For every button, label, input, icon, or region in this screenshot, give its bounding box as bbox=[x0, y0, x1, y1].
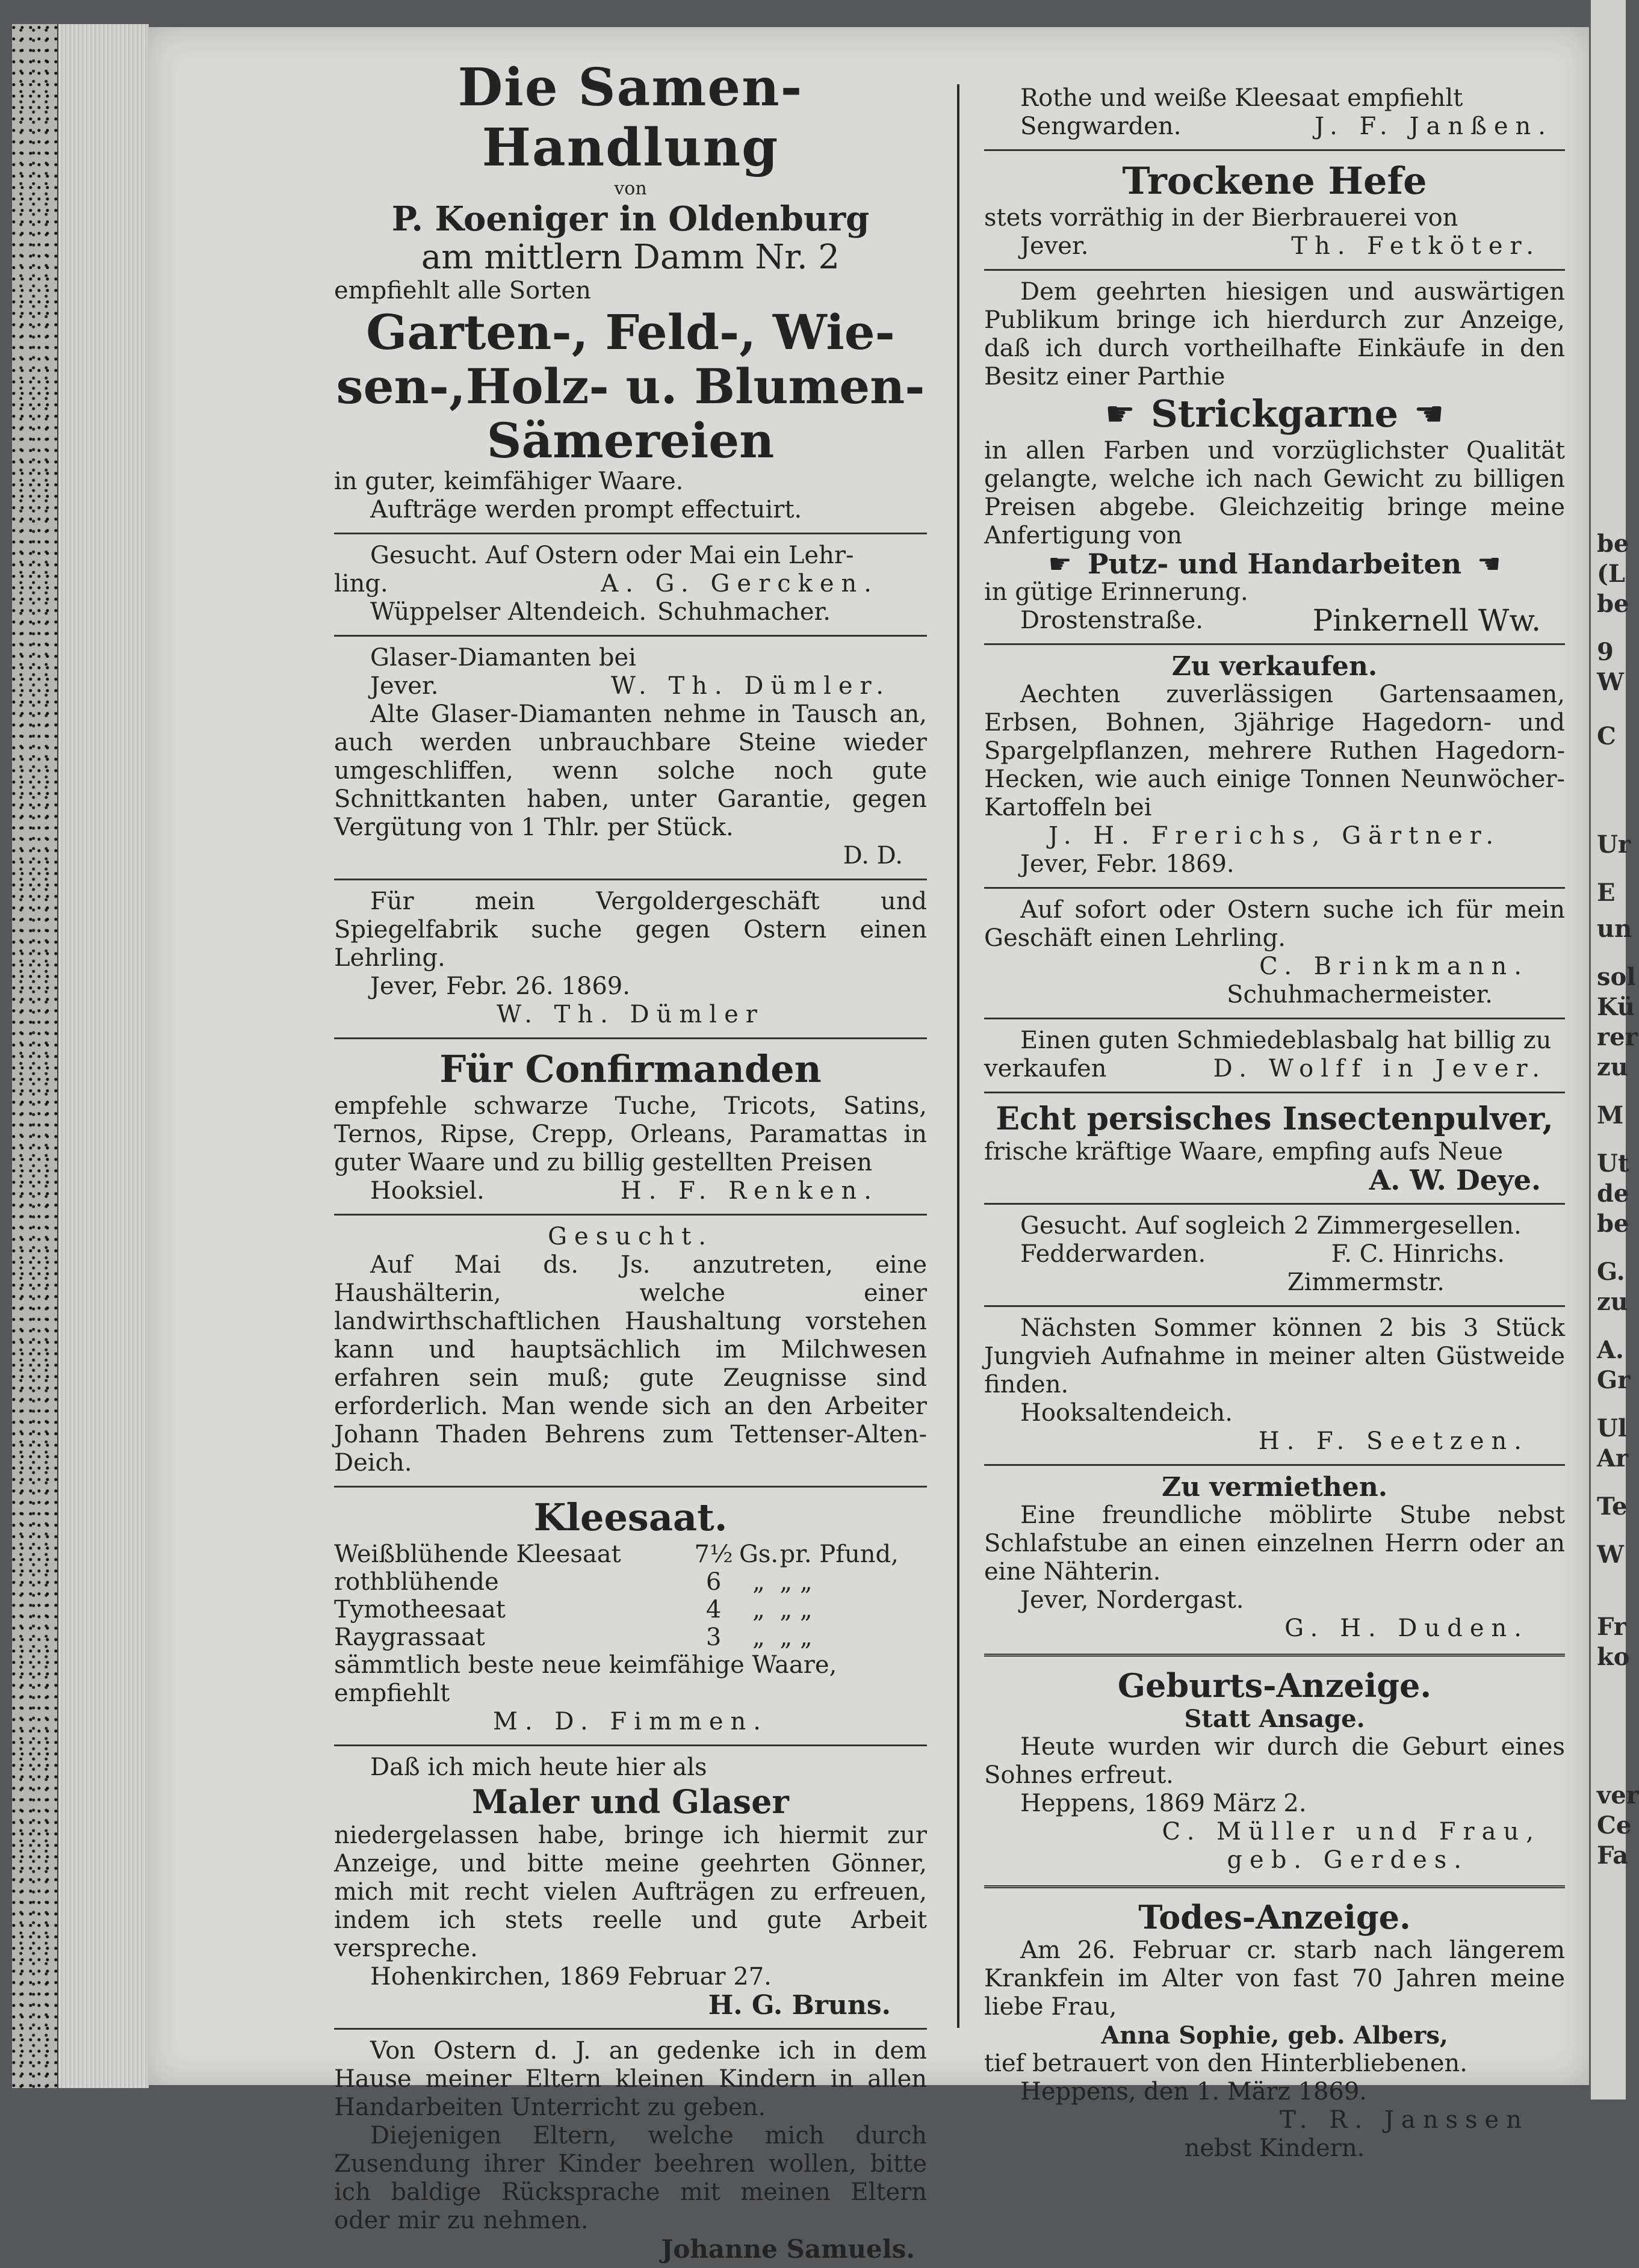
ad-name: Johanne Samuels. bbox=[661, 2234, 915, 2264]
ad-name: F. C. Hinrichs. bbox=[1331, 1240, 1505, 1268]
pointing-hand-left-icon: ☚ bbox=[1477, 549, 1501, 579]
ad-name: A. W. Deye. bbox=[1369, 1164, 1541, 1196]
ad-date: Hohenkirchen, 1869 Februar 27. bbox=[370, 1963, 772, 1991]
ad-name: H. F. Seetzen. bbox=[1258, 1427, 1529, 1455]
ad-insectenpulver bbox=[984, 1097, 1565, 1199]
ad-title: Todes-Anzeige. bbox=[1138, 1898, 1411, 1936]
ad-name: nebst Kindern. bbox=[1184, 2134, 1365, 2162]
ad-place: Jever. bbox=[1020, 232, 1089, 260]
ad-text: in allen Farben und vorzüglichster Qualität gelangte, welche ich nach Gewicht zu billigen Preisen abgebe. Gleichzeitig bringe meine Anfertigung von bbox=[984, 437, 1565, 549]
ad-text: Daß ich mich heute hier als bbox=[370, 1754, 707, 1781]
ad-text: Von Ostern d. J. an gedenke ich in dem Hause meiner Eltern kleinen Kindern in allen Handarbeiten Unterricht zu geben. bbox=[334, 2037, 927, 2121]
ad-signature: D. D. bbox=[843, 842, 903, 870]
divider bbox=[984, 887, 1565, 889]
ad-seetzen bbox=[984, 1311, 1565, 1460]
table-cell: 7½ bbox=[694, 1540, 733, 1568]
strip-fragment: A. bbox=[1597, 1336, 1624, 1364]
ad-text: frische kräftige Waare, empfing aufs Neue bbox=[984, 1138, 1503, 1166]
ad-glaser-diamanten bbox=[334, 640, 927, 875]
ad-place: Hooksaltendeich. bbox=[1020, 1399, 1233, 1427]
strip-fragment: ver bbox=[1597, 1781, 1639, 1809]
page-stack-edges bbox=[57, 24, 149, 2088]
ad-todes-anzeige bbox=[984, 1894, 1565, 2168]
ad-name: geb. Gerdes. bbox=[1227, 1846, 1469, 1874]
ad-zu-vermiethen bbox=[984, 1469, 1565, 1648]
divider bbox=[984, 643, 1565, 645]
ad-name: C. Brinkmann. bbox=[1259, 953, 1529, 980]
right-column bbox=[984, 54, 1565, 2168]
strip-fragment: Kü bbox=[1597, 993, 1635, 1021]
ad-name: T. R. Janssen bbox=[1280, 2106, 1529, 2134]
ad-place: Drostenstraße. bbox=[1020, 607, 1203, 634]
column-divider bbox=[957, 84, 959, 2028]
ad-name: H. F. Renken. bbox=[620, 1177, 879, 1205]
ad-name: G. H. Duden. bbox=[1284, 1614, 1529, 1642]
ad-text: Gesucht. Auf Ostern oder Mai ein Lehr- bbox=[370, 542, 854, 569]
ad-place: Wüppelser Altendeich. bbox=[370, 598, 647, 626]
ad-address: am mittlern Damm Nr. 2 bbox=[421, 238, 840, 277]
ad-title: Strickgarne bbox=[1150, 392, 1399, 436]
divider bbox=[334, 1214, 927, 1216]
strip-fragment: de bbox=[1597, 1179, 1629, 1208]
ad-text: Auf Mai ds. Js. anzutreten, eine Haushälterin, welche einer landwirthschaftlichen Haushaltung vorstehen kann und hauptsächlich im Milchwesen erfahren sein muß; gute Zeugnisse sind erforderlich. Man wende sich an den Arbeiter Johann Thaden Behrens zum Tettenser-Alten-Deich. bbox=[334, 1251, 927, 1477]
strip-fragment: ko bbox=[1597, 1643, 1630, 1671]
strip-fragment: Ur bbox=[1597, 830, 1631, 859]
ad-deceased: Anna Sophie, geb. Albers, bbox=[1101, 2021, 1448, 2050]
ad-text: Glaser-Diamanten bei bbox=[370, 644, 636, 672]
ad-title: Die Samen-Handlung bbox=[457, 57, 804, 178]
divider bbox=[984, 1654, 1565, 1657]
table-cell: rothblühende bbox=[334, 1568, 499, 1596]
ad-name: J. H. Frerichs, Gärtner. bbox=[1048, 822, 1501, 850]
divider bbox=[334, 1037, 927, 1039]
ad-title: Geburts-Anzeige. bbox=[1117, 1666, 1432, 1705]
ad-place: Sengwarden. bbox=[1020, 113, 1182, 140]
ad-title: Trockene Hefe bbox=[1122, 159, 1427, 203]
pointing-hand-left-icon: ☚ bbox=[1414, 394, 1445, 434]
ad-name: H. G. Bruns. bbox=[708, 1990, 891, 2021]
strip-fragment: rer bbox=[1597, 1023, 1638, 1051]
left-column bbox=[334, 54, 927, 2268]
strip-fragment: Ar bbox=[1597, 1444, 1629, 1472]
table-cell: pr. Pfund, bbox=[779, 1540, 899, 1568]
ad-products: Sämereien bbox=[486, 412, 775, 469]
ad-kleesaat bbox=[334, 1491, 927, 1741]
strip-fragment: C bbox=[1597, 722, 1616, 750]
divider bbox=[984, 1203, 1565, 1205]
ad-title: Gesucht. bbox=[548, 1223, 713, 1250]
ad-text: Heute wurden wir durch die Geburt eines Sohnes erfreut. bbox=[984, 1733, 1565, 1789]
strip-fragment: zu bbox=[1597, 1288, 1628, 1316]
table-cell: Gs. bbox=[739, 1540, 779, 1568]
table-cell: 6 bbox=[705, 1568, 722, 1596]
ad-trockene-hefe bbox=[984, 155, 1565, 265]
ad-zu-verkaufen bbox=[984, 649, 1565, 883]
ad-gesucht-haushaelterin bbox=[334, 1219, 927, 1482]
ad-vergolder bbox=[334, 884, 927, 1034]
strip-fragment: Fr bbox=[1597, 1613, 1626, 1641]
ad-subtitle: Statt Ansage. bbox=[1184, 1705, 1365, 1733]
divider bbox=[334, 1744, 927, 1746]
ad-date: Jever, Febr. 1869. bbox=[1020, 850, 1235, 878]
ad-text: empfiehlt alle Sorten bbox=[334, 277, 591, 304]
table-row bbox=[334, 1596, 927, 1624]
divider bbox=[984, 269, 1565, 271]
ad-title: Maler und Glaser bbox=[472, 1782, 789, 1821]
divider bbox=[334, 533, 927, 534]
ad-text: in guter, keimfähiger Waare. bbox=[334, 468, 684, 495]
strip-fragment: be bbox=[1597, 1210, 1629, 1238]
ad-text: stets vorräthig in der Bierbrauerei von bbox=[984, 204, 1458, 232]
adjacent-page-strip bbox=[1589, 0, 1639, 2100]
strip-fragment: Te bbox=[1597, 1492, 1628, 1521]
ad-text: Alte Glaser-Diamanten nehme in Tausch an, auch werden unbrauchbare Steine wieder umgeschliffen, wenn solche noch gute Schnittkanten haben, unter Garantie, gegen Vergütung von 1 Thlr. per Stück. bbox=[334, 700, 927, 841]
ad-name: C. Müller und Frau, bbox=[1162, 1818, 1541, 1846]
ad-title: Zu vermiethen. bbox=[1161, 1472, 1388, 1503]
table-cell: 4 bbox=[705, 1596, 722, 1624]
ad-text: niedergelassen habe, bringe ich hiermit zur Anzeige, und bitte meine geehrten Gönner, mich mit recht vielen Aufträgen zu erfreuen, indem ich stets reelle und gute Arbeit verspreche. bbox=[334, 1822, 927, 1962]
table-row bbox=[334, 1568, 927, 1596]
ad-text: Gesucht. Auf sogleich 2 Zimmergesellen. bbox=[1020, 1212, 1522, 1240]
strip-fragment: be bbox=[1597, 530, 1629, 558]
ad-products: sen-,Holz- u. Blumen- bbox=[336, 358, 925, 415]
ad-text: Aechten zuverlässigen Gartensaamen, Erbsen, Bohnen, 3jährige Hagedorn- und Spargelpflanzen, mehrere Ruthen Hagedorn-Hecken, wie auch einige Tonnen Neunwöcher-Kartoffeln bei bbox=[984, 681, 1565, 821]
ad-geburts-anzeige bbox=[984, 1663, 1565, 1879]
divider bbox=[334, 879, 927, 880]
ad-name: W. Th. Dümler. bbox=[610, 672, 891, 700]
strip-fragment: Ul bbox=[1597, 1414, 1628, 1442]
ad-text: von bbox=[614, 178, 647, 199]
ad-name: M. D. Fimmen. bbox=[492, 1708, 768, 1735]
ad-zimmergesellen bbox=[984, 1208, 1565, 1302]
ad-text: sämmtlich beste neue keimfähige Waare, empfiehlt bbox=[334, 1651, 837, 1707]
ad-name: W. Th. Dümler bbox=[497, 1001, 764, 1028]
ad-gesucht-lehrling bbox=[334, 538, 927, 631]
strip-fragment: (L bbox=[1597, 560, 1626, 588]
ad-trade: Schuhmachermeister. bbox=[1227, 981, 1493, 1009]
table-cell: „ „ bbox=[779, 1624, 813, 1651]
ad-name: P. Koeniger in Oldenburg bbox=[391, 199, 870, 239]
ad-title: Zu verkaufen. bbox=[1171, 651, 1378, 682]
divider bbox=[984, 1885, 1565, 1888]
table-cell: „ bbox=[752, 1624, 765, 1651]
ad-text: Auf sofort oder Ostern suche ich für mein Geschäft einen Lehrling. bbox=[984, 896, 1565, 952]
table-cell: „ bbox=[752, 1568, 765, 1596]
strip-fragment: Ce bbox=[1597, 1811, 1632, 1840]
strip-fragment: Fa bbox=[1597, 1841, 1629, 1870]
strip-fragment: G. bbox=[1597, 1258, 1625, 1286]
ad-text: Am 26. Februar cr. starb nach längerem Krankfein im Alter von fast 70 Jahren meine liebe Frau, bbox=[984, 1936, 1565, 2021]
ad-trade: Schuhmacher. bbox=[657, 598, 831, 626]
ad-text: ling. bbox=[334, 570, 388, 598]
strip-fragment: W bbox=[1597, 1540, 1624, 1569]
table-row bbox=[334, 1624, 927, 1651]
ad-strickgarne bbox=[984, 274, 1565, 640]
ad-text: Eine freundliche möblirte Stube nebst Schlafstube an einen einzelnen Herrn oder an eine Nähterin. bbox=[984, 1501, 1565, 1586]
ad-text: empfehle schwarze Tuche, Tricots, Satins, Ternos, Ripse, Crepp, Orleans, Paramattas in guter Waare und zu billig gestellten Preisen bbox=[334, 1092, 927, 1176]
ad-name: A. G. Gercken. bbox=[601, 570, 879, 598]
divider bbox=[984, 1464, 1565, 1466]
ad-text: Rothe und weiße Kleesaat empfiehlt bbox=[1020, 84, 1463, 112]
ad-place: Jever. bbox=[370, 672, 439, 700]
strip-fragment: E bbox=[1597, 879, 1616, 907]
divider bbox=[334, 635, 927, 637]
ad-trade: Zimmermstr. bbox=[1287, 1268, 1445, 1296]
strip-fragment: W bbox=[1597, 668, 1624, 696]
table-cell: Weißblühende Kleesaat bbox=[334, 1540, 621, 1568]
strip-fragment: be bbox=[1597, 590, 1629, 618]
ad-text: Einen guten Schmiedeblasbalg hat billig zu bbox=[1020, 1027, 1552, 1054]
ad-title: Kleesaat. bbox=[533, 1495, 728, 1539]
ad-kleesaat-janssen bbox=[984, 54, 1565, 146]
ad-text: verkaufen bbox=[984, 1055, 1107, 1083]
ad-date: Heppens, 1869 März 2. bbox=[1020, 1790, 1307, 1817]
ad-name: J. F. Janßen. bbox=[1315, 113, 1553, 140]
strip-fragment: Ut bbox=[1597, 1149, 1629, 1178]
ad-text: Aufträge werden prompt effectuirt. bbox=[370, 496, 802, 524]
strip-fragment: un bbox=[1597, 915, 1632, 943]
ad-name: Pinkernell Ww. bbox=[1312, 603, 1541, 638]
ad-name: Th. Fetköter. bbox=[1291, 232, 1541, 260]
ad-samuels bbox=[334, 2033, 927, 2268]
ad-text: Diejenigen Eltern, welche mich durch Zusendung ihrer Kinder beehren wollen, bitte ich baldige Rücksprache mit meinen Eltern oder mir zu nehmen. bbox=[334, 2122, 927, 2234]
table-cell: „ bbox=[752, 1596, 765, 1624]
ad-brinkmann bbox=[984, 892, 1565, 1014]
ad-title: Echt persisches Insectenpulver, bbox=[996, 1101, 1554, 1137]
ad-place: Jever, Nordergast. bbox=[1020, 1586, 1244, 1614]
ad-place: Fedderwarden. bbox=[1020, 1240, 1206, 1268]
ad-maler-glaser bbox=[334, 1750, 927, 2024]
table-cell: „ „ bbox=[779, 1596, 813, 1624]
strip-fragment: sol bbox=[1597, 963, 1636, 991]
divider bbox=[984, 1092, 1565, 1093]
strip-fragment: zu bbox=[1597, 1053, 1628, 1081]
ad-text: in gütige Erinnerung. bbox=[984, 578, 1248, 606]
ad-name: D. Wolff in Jever. bbox=[1213, 1055, 1547, 1083]
ad-date: Heppens, den 1. März 1869. bbox=[1020, 2078, 1368, 2106]
ad-wolff bbox=[984, 1023, 1565, 1088]
ad-confirmanden bbox=[334, 1043, 927, 1210]
strip-fragment: Gr bbox=[1597, 1366, 1631, 1394]
ad-place: Hooksiel. bbox=[370, 1177, 485, 1205]
table-cell: „ „ bbox=[779, 1568, 813, 1596]
divider bbox=[984, 149, 1565, 151]
ad-text: Für mein Vergoldergeschäft und Spiegelfabrik suche gegen Ostern einen Lehrling. bbox=[334, 888, 927, 972]
table-cell: 3 bbox=[705, 1624, 722, 1651]
pointing-hand-right-icon: ☛ bbox=[1048, 549, 1072, 579]
table-cell: Raygrassaat bbox=[334, 1624, 485, 1651]
ad-title: Für Confirmanden bbox=[439, 1047, 822, 1091]
divider bbox=[334, 1486, 927, 1488]
divider bbox=[984, 1018, 1565, 1019]
book-edge-speckle bbox=[12, 24, 57, 2088]
divider bbox=[334, 2028, 927, 2030]
ad-text: tief betrauert von den Hinterbliebenen. bbox=[984, 2050, 1467, 2077]
ad-date: Jever, Febr. 26. 1869. bbox=[370, 972, 630, 1000]
ad-products: Garten-, Feld-, Wie- bbox=[366, 304, 895, 360]
strip-fragment: 9 bbox=[1597, 638, 1614, 666]
strip-fragment: M bbox=[1597, 1101, 1624, 1129]
ad-samen-handlung bbox=[334, 54, 927, 529]
table-row bbox=[334, 1540, 927, 1568]
ad-subtitle: Putz- und Handarbeiten bbox=[1087, 548, 1462, 580]
price-table bbox=[334, 1540, 927, 1651]
table-cell: Tymotheesaat bbox=[334, 1596, 506, 1624]
ad-text: Nächsten Sommer können 2 bis 3 Stück Jungvieh Aufnahme in meiner alten Güstweide finden. bbox=[984, 1314, 1565, 1398]
ad-text: Dem geehrten hiesigen und auswärtigen Publikum bringe ich hierdurch zur Anzeige, daß ich durch vortheilhafte Einkäufe in den Besitz einer Parthie bbox=[984, 278, 1565, 391]
divider bbox=[984, 1305, 1565, 1307]
pointing-hand-right-icon: ☛ bbox=[1105, 394, 1135, 434]
